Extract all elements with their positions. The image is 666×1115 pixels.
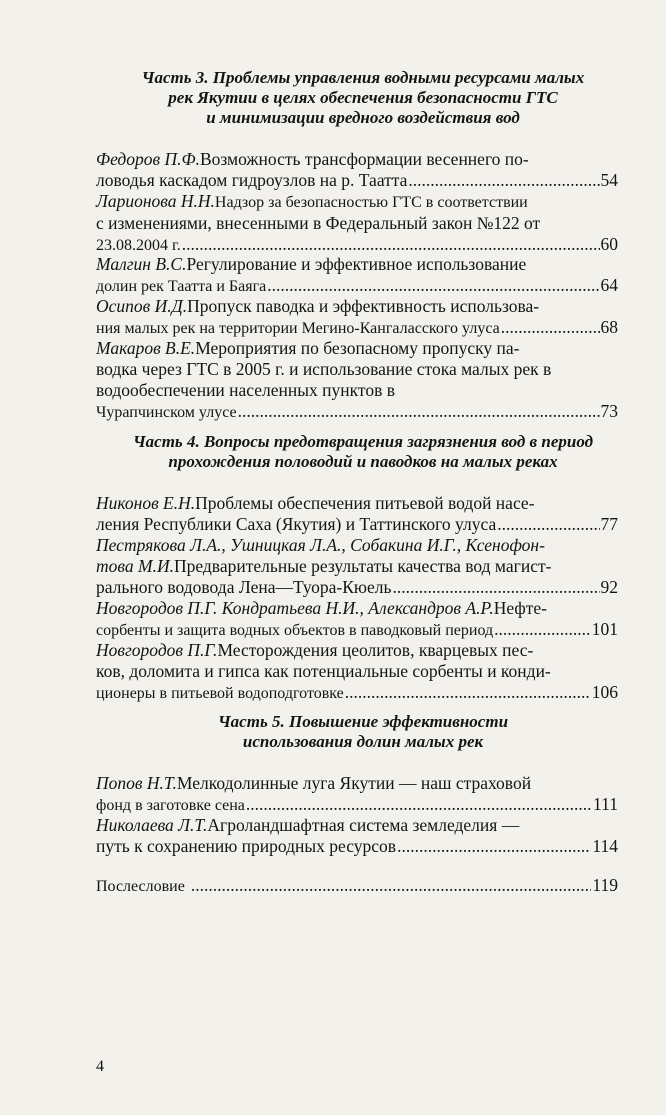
entry-title: Надзор за безопасностью ГТС в соответствии — [214, 194, 528, 211]
entry-title-cont: сорбенты и защита водных объектов в паводковый период — [96, 622, 494, 639]
entry-page: 68 — [600, 317, 618, 337]
entry-title: Агроландшафтная система земледелия — — [207, 815, 520, 835]
toc-entry-nikonov — [96, 493, 618, 535]
entry-author: Ларионова Н.Н. — [96, 191, 215, 211]
entry-title: Регулирование и эффективное использование — [186, 254, 527, 274]
entry-title: Пропуск паводка и эффективность использова- — [187, 296, 540, 316]
entry-title-cont: 23.08.2004 г. — [96, 237, 181, 254]
entry-author: Новгородов П.Г. — [96, 640, 218, 660]
entry-title-cont: ков, доломита и гипса как потенциальные сорбенты и конди- — [96, 661, 551, 681]
afterword-page: 119 — [592, 875, 618, 895]
toc-entry-fedorov — [96, 149, 618, 191]
entry-author: Попов Н.Т. — [96, 773, 177, 793]
entry-title: Нефте- — [493, 598, 547, 618]
entry-title: Проблемы обеспечения питьевой водой насе- — [195, 493, 535, 513]
entry-title-cont: ловодья каскадом гидроузлов на р. Таатта — [96, 170, 408, 190]
entry-title-cont: рального водовода Лена—Туора-Кюель — [96, 577, 392, 597]
entry-title: Мелкодолинные луга Якутии — наш страховой — [176, 773, 532, 793]
entry-title-cont: долин рек Таатта и Баяга — [96, 278, 267, 295]
toc-entry-malgin — [96, 254, 618, 297]
afterword-label: Послесловие — [96, 878, 185, 895]
page-number: 4 — [96, 1058, 104, 1075]
toc-entry-osipov — [96, 296, 618, 339]
entry-page: 54 — [600, 170, 618, 190]
entry-author: Никонов Е.Н. — [96, 493, 196, 513]
toc-entry-nikolaeva — [96, 815, 618, 857]
entry-title: Мероприятия по безопасному пропуску па- — [195, 338, 520, 358]
leader-dots — [267, 275, 599, 296]
entry-page: 111 — [593, 794, 618, 814]
toc-entry-afterword — [96, 875, 618, 897]
leader-dots — [246, 794, 592, 815]
toc-entry-popov — [96, 773, 618, 816]
leader-dots — [501, 317, 600, 338]
section-4-title: Часть 4. Вопросы предотвращения загрязнения вод в период прохождения половодий и паводков на малых реках — [132, 432, 594, 471]
entry-title: Месторождения цеолитов, кварцевых пес- — [217, 640, 534, 660]
entry-page: 64 — [600, 275, 618, 295]
entry-title-cont: путь к сохранению природных ресурсов — [96, 836, 397, 856]
toc-entry-novgorodov-1 — [96, 598, 618, 641]
entry-author: Пестрякова Л.А., Ушницкая Л.А., Собакина И.Г., Ксенофон- — [96, 535, 545, 555]
entry-title-cont: водка через ГТС в 2005 г. и использование стока малых рек в — [96, 359, 552, 379]
entry-title-cont: Чурапчинском улусе — [96, 404, 237, 421]
entry-page: 92 — [600, 577, 618, 597]
leader-dots — [191, 875, 592, 896]
entry-page: 73 — [600, 401, 618, 421]
entry-page: 77 — [600, 514, 618, 534]
entry-title-cont: с изменениями, внесенными в Федеральный закон №122 от — [96, 213, 541, 233]
entry-author: Федоров П.Ф. — [96, 149, 200, 169]
section-3-title: Часть 3. Проблемы управления водными ресурсами малых рек Якутии в целях обеспечения безопасности ГТС и минимизации вредного воздействия вод — [141, 68, 585, 127]
entry-page: 106 — [591, 682, 618, 702]
entry-title-cont: ционеры в питьевой водоподготовке — [96, 685, 344, 702]
entry-author: Николаева Л.Т. — [96, 815, 208, 835]
leader-dots — [182, 234, 600, 255]
leader-dots — [238, 401, 600, 422]
entry-title-cont: фонд в заготовке сена — [96, 797, 245, 814]
entry-title-cont: ния малых рек на территории Мегино-Кангаласского улуса — [96, 320, 500, 337]
entry-author: Осипов И.Д. — [96, 296, 188, 316]
entry-title: Возможность трансформации весеннего по- — [199, 149, 529, 169]
leader-dots — [408, 170, 599, 191]
toc-entry-pestryakova — [96, 535, 618, 598]
toc-entry-makarov — [96, 338, 618, 423]
toc-entry-larionova — [96, 191, 618, 256]
entry-title: Предварительные результаты качества вод магист- — [173, 556, 552, 576]
entry-page: 60 — [600, 234, 618, 254]
entry-title-cont: ления Республики Саха (Якутия) и Таттинского улуса — [96, 514, 497, 534]
leader-dots — [397, 836, 591, 857]
entry-author: Новгородов П.Г. Кондратьева Н.И., Александров А.Р. — [96, 598, 494, 618]
leader-dots — [497, 514, 599, 535]
toc-entry-novgorodov-2 — [96, 640, 618, 704]
leader-dots — [392, 577, 599, 598]
section-5-title: Часть 5. Повышение эффективности использования долин малых рек — [217, 712, 509, 751]
leader-dots — [345, 682, 591, 703]
entry-page: 101 — [591, 619, 618, 639]
entry-title-cont: водообеспечении населенных пунктов в — [96, 380, 395, 400]
leader-dots — [494, 619, 591, 640]
entry-author: Макаров В.Е. — [96, 338, 196, 358]
entry-author: Малгин В.С. — [96, 254, 187, 274]
entry-page: 114 — [592, 836, 618, 856]
entry-author-cont: това М.И. — [96, 556, 174, 576]
